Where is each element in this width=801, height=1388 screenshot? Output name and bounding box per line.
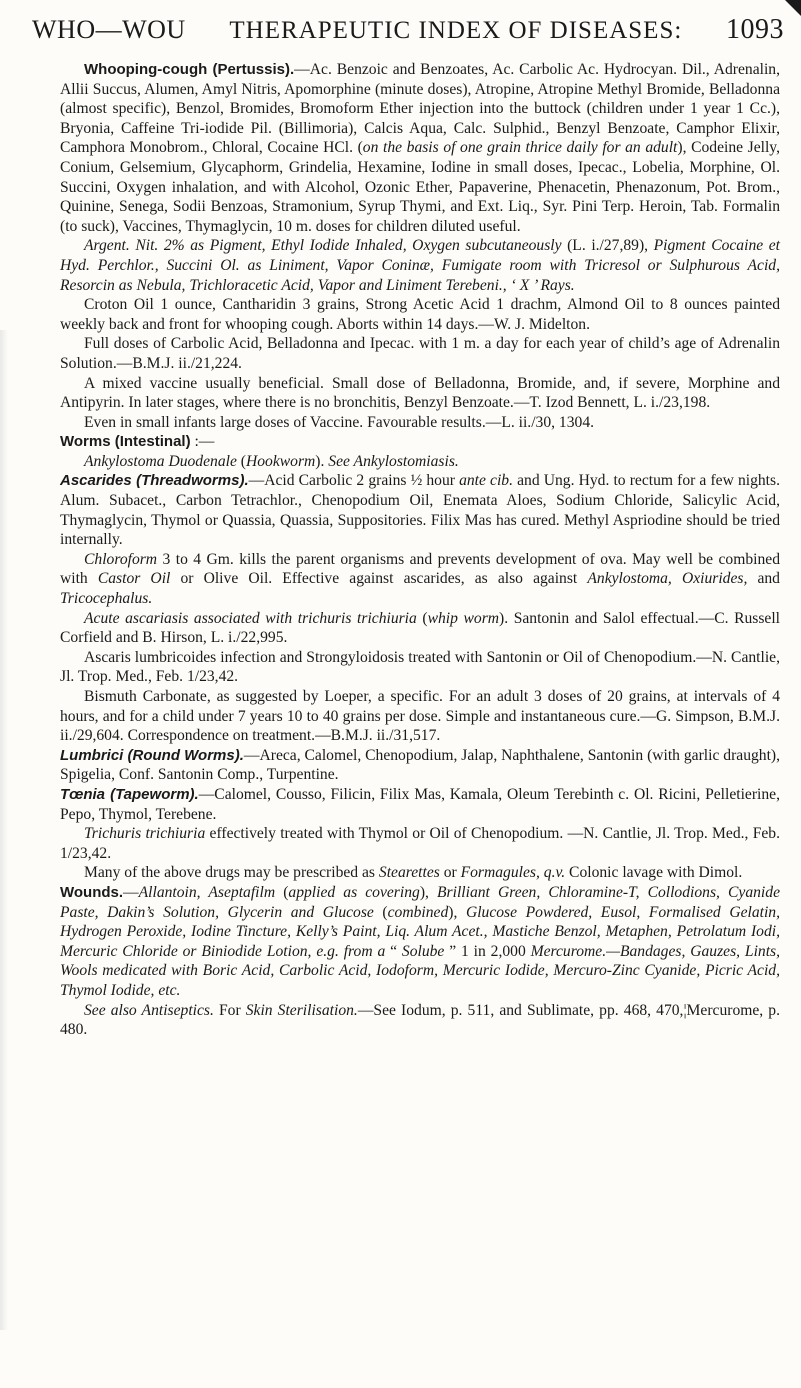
- paragraph-text: (: [373, 903, 388, 921]
- paragraph-text: ” 1 in 2,000: [444, 942, 531, 960]
- paragraph-text: Allantoin, Aseptafilm: [138, 883, 276, 901]
- paragraph: [60, 863, 780, 883]
- paragraph-text: Trichuris trichiuria: [84, 825, 206, 843]
- entry-heading: Wounds.: [60, 883, 124, 901]
- paragraph-text: ).: [315, 452, 329, 470]
- paragraph: [60, 1001, 780, 1040]
- paragraph: [60, 687, 780, 746]
- entry-heading: Ascarides (Threadworms).: [60, 472, 249, 490]
- page-title: THERAPEUTIC INDEX OF DISEASES:: [229, 17, 683, 44]
- paragraph-text: Formagules, q.v.: [460, 864, 566, 882]
- paragraph-text: See Ankylostomiasis.: [328, 452, 459, 470]
- scan-shadow: [0, 330, 8, 1330]
- paragraph: [60, 374, 780, 413]
- paragraph-text: Ankylostoma Duodenale: [84, 452, 237, 470]
- paragraph-text: Ankylostoma, Oxiurides,: [587, 570, 748, 588]
- paragraph-text: —: [123, 883, 139, 901]
- paragraph-text: ante cib.: [459, 472, 513, 490]
- paragraph-text: Ascaris lumbricoides infection and Strongyloidosis treated with Santonin or Oil of Chenopodium.—N. Cantlie, Jl. Trop. Med., Feb. 1/23,42.: [60, 648, 780, 686]
- paragraph-text: Glucose Powdered, Eusol, Formalised Gelatin, Hydrogen Peroxide, Iodine Tincture, Kelly’s Paint, Liq. Alum Acet., Mastiche Benzol, Metaphen, Petrolatum Iodi, Mercuric Chloride or Biniodide Lotion, e.g. from a: [60, 903, 780, 960]
- paragraph-text: (: [275, 883, 289, 901]
- paragraph-text: Croton Oil 1 ounce, Cantharidin 3 grains, Strong Acetic Acid 1 drachm, Almond Oil to 8 ounces painted weekly back and front for whooping cough. Aborts within 14 days.—W. J. Midelton.: [60, 296, 780, 333]
- entry-heading: Worms (Intestinal): [60, 433, 191, 451]
- page-header: [32, 14, 784, 54]
- paragraph-text: ),: [419, 883, 438, 901]
- running-head: WHO—WOU: [32, 15, 186, 44]
- paragraph-text: —Ac. Benzoic and Benzoates, Ac. Carbolic Ac. Hydrocyan. Dil., Adrenalin, Allii Succus, Alumen, Amyl Nitris, Apomorphine (minute doses), Atropine, Atropine Methyl Bromide, Belladonna (almost specific), Benzol, Bromides, Bromoform Ether injection into the buttock (children under 1 year 1 Cc.), Bryonia, Caffeine Tri-iodide Pil. (Billimoria), Calcis Aqua, Calc. Sulphid., Benzyl Benzoate, Camphor Elixir, Camphora Monobrom., Chloral, Cocaine HCl. (: [60, 61, 781, 157]
- paragraph: [60, 550, 780, 609]
- paragraph: [60, 746, 780, 785]
- paragraph-text: Tricocephalus.: [60, 590, 153, 608]
- entry-heading: Whooping-cough (Pertussis).: [84, 61, 295, 78]
- paragraph: [60, 334, 780, 373]
- paragraph-text: 3 to 4 Gm. kills the parent organisms and prevents development of ova. May well be combined with: [60, 550, 780, 588]
- paragraph-text: Solube: [401, 942, 445, 960]
- paragraph-text: Stearettes: [378, 864, 440, 882]
- paragraph: [60, 236, 780, 295]
- paragraph-text: Mercurome.—Bandages, Gauzes, Lints, Wools medicated with Boric Acid, Carbolic Acid, Iodoform, Mercuric Iodide, Mercuro-Zinc Cyanide, Picric Acid, Thymol Iodide, etc.: [60, 942, 780, 999]
- paragraph: [60, 432, 780, 452]
- paragraph-text: Brilliant Green, Chloramine-T, Collodions, Cyanide Paste, Dakin’s Solution, Glycerin and Glucose: [60, 883, 780, 921]
- paragraph: [60, 785, 780, 824]
- paragraph: [60, 824, 780, 863]
- paragraph-text: —Acid Carbolic 2 grains ½ hour: [248, 472, 460, 490]
- paragraph-text: effectively treated with Thymol or Oil of Chenopodium. —N. Cantlie, Jl. Trop. Med., Feb. 1/23,42.: [60, 825, 781, 862]
- paragraph-text: (: [236, 452, 246, 470]
- page-body: [60, 60, 780, 1040]
- paragraph-text: applied as covering: [288, 883, 420, 901]
- entry-heading: Tœnia (Tapeworm).: [60, 785, 199, 803]
- paragraph-text: —See Iodum, p. 511, and Sublimate, pp. 468, 470,¦Mercurome, p. 480.: [60, 1001, 780, 1039]
- paragraph-text: and Ung. Hyd. to rectum for a few nights. Alum. Subacet., Carbon Tetrachlor., Chenopodium Oil, Enemata Aloes, Sodium Chloride, Salicylic Acid, Thymaglycin, Thymol or Quassia, Quassia, Suppositories. Filix Mas has cured. Methyl Aspriodine should be tried internally.: [60, 472, 780, 549]
- page-number: 1093: [726, 14, 784, 45]
- paragraph-text: or: [439, 864, 461, 882]
- paragraph-text: Pigment Cocaine et Hyd. Perchlor., Succini Ol. as Liniment, Vapor Coninæ, Fumigate room with Tricresol or Sulphurous Acid, Resorcin as Nebula, Trichloracetic Acid, Vapor and Liniment Terebeni., ‘ X ’ Rays.: [60, 237, 780, 294]
- paragraph: [60, 295, 780, 334]
- paragraph-text: or Olive Oil. Effective against ascarides, as also against: [170, 570, 588, 588]
- paragraph-text: ), Codeine Jelly, Conium, Gelsemium, Glycaphorm, Grindelia, Hexamine, Iodine in small doses, Ipecac., Lobelia, Morphine, Ol. Succini, Oxygen inhalation, and with Alcohol, Ozonic Ether, Papaverine, Phenacetin, Phenazonum, Pot. Brom., Quinine, Senega, Sodii Benzoas, Stramonium, Syrup Thymi, and Ext. Liq., Syr. Pini Terp. Heroin, Tab. Formalin (to suck), Vaccines, Thymaglycin, 10 m. doses for children diluted useful.: [60, 139, 780, 235]
- paragraph-text: —Areca, Calomel, Chenopodium, Jalap, Naphthalene, Santonin (with garlic draught), Spigelia, Conf. Santonin Comp., Turpentine.: [60, 746, 781, 784]
- paragraph: [60, 60, 780, 236]
- paragraph-text: Skin Sterilisation.: [245, 1001, 358, 1019]
- paragraph-text: Bismuth Carbonate, as suggested by Loeper, a specific. For an adult 3 doses of 20 grains, at intervals of 4 hours, and for a child under 7 years 10 to 40 grains per dose. Simple and instantaneous cure.—G. Simpson, B.M.J. ii./29,604. Correspondence on treatment.—B.M.J. ii./31,517.: [60, 688, 780, 745]
- page-corner-mark: [785, 0, 801, 16]
- paragraph-text: whip worm: [427, 609, 500, 627]
- paragraph-text: For: [213, 1001, 246, 1019]
- paragraph: [60, 471, 780, 549]
- paragraph-text: Full doses of Carbolic Acid, Belladonna and Ipecac. with 1 m. a day for each year of child’s age of Adrenalin Solution.—B.M.J. ii./21,224.: [60, 335, 780, 372]
- paragraph: [60, 413, 780, 433]
- paragraph: [60, 883, 780, 1001]
- paragraph-text: Argent. Nit. 2% as Pigment, Ethyl Iodide Inhaled, Oxygen subcutaneously: [84, 237, 562, 255]
- paragraph: [60, 452, 780, 472]
- paragraph-text: :—: [190, 433, 215, 451]
- entry-heading: Lumbrici (Round Worms).: [60, 746, 244, 764]
- paragraph-text: Many of the above drugs may be prescribed as: [84, 864, 379, 882]
- paragraph-text: Hookworm: [245, 452, 316, 470]
- paragraph-text: combined: [387, 903, 449, 921]
- paragraph-text: (: [416, 609, 428, 627]
- paragraph-text: “: [385, 942, 402, 960]
- paragraph-text: Acute ascariasis associated with trichuris trichiuria: [84, 609, 417, 627]
- paragraph-text: on the basis of one grain thrice daily for an adult: [362, 139, 678, 157]
- paragraph-text: ). Santonin and Salol effectual.—C. Russell Corfield and B. Hirson, L. i./22,995.: [60, 609, 780, 647]
- paragraph-text: (L. i./27,89),: [561, 237, 654, 255]
- paragraph: [60, 609, 780, 648]
- paragraph-text: Chloroform: [84, 550, 158, 568]
- paragraph-text: Colonic lavage with Dimol.: [565, 864, 743, 882]
- paragraph-text: —Calomel, Cousso, Filicin, Filix Mas, Kamala, Oleum Terebinth c. Ol. Ricini, Pelletierine, Pepo, Thymol, Terebene.: [60, 785, 780, 823]
- paragraph-text: See also Antiseptics.: [84, 1001, 214, 1019]
- paragraph: [60, 648, 780, 687]
- paragraph-text: Castor Oil: [97, 570, 171, 588]
- paragraph-text: and: [747, 570, 780, 588]
- paragraph-text: Even in small infants large doses of Vaccine. Favourable results.—L. ii./30, 1304.: [84, 413, 595, 431]
- paragraph-text: A mixed vaccine usually beneficial. Small dose of Belladonna, Bromide, and, if severe, Morphine and Antipyrin. In later stages, where there is no bronchitis, Benzyl Benzoate.—T. Izod Bennett, L. i./23,198.: [60, 374, 780, 412]
- paragraph-text: ),: [448, 903, 466, 921]
